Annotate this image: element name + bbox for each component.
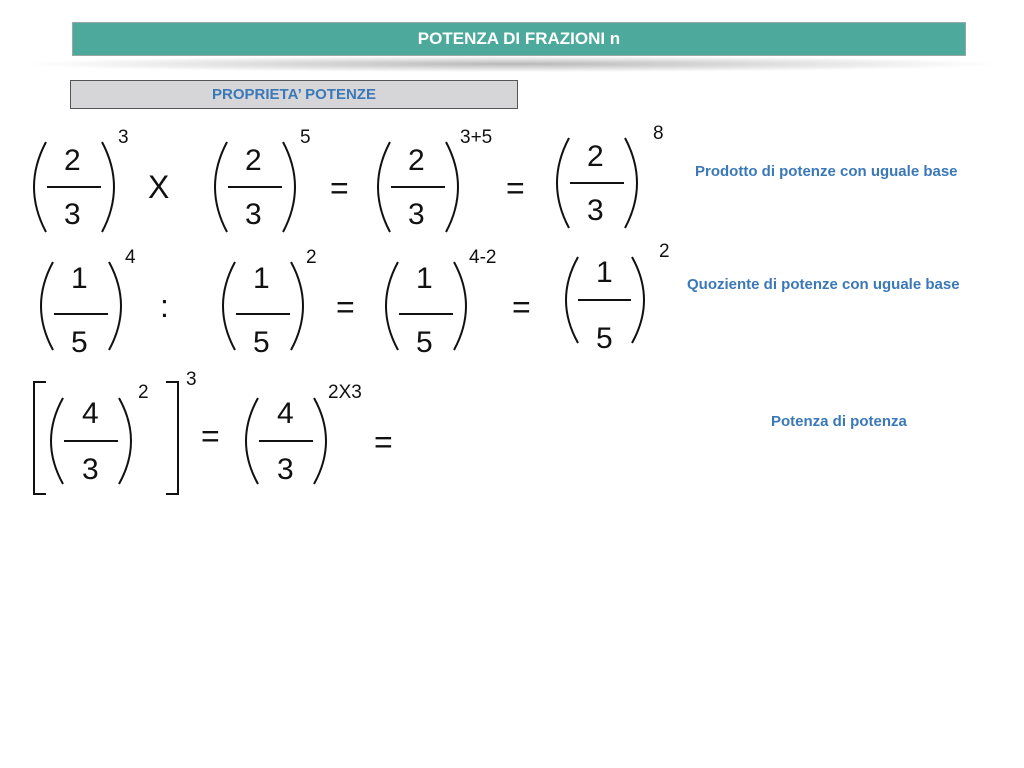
r1f1-denominator: 3 bbox=[64, 198, 81, 231]
r2f3-denominator: 5 bbox=[416, 326, 433, 359]
note-product-rule: Prodotto di potenze con uguale base bbox=[695, 163, 958, 180]
r1-multiply-sign: X bbox=[148, 169, 170, 205]
r1-equals-2: = bbox=[506, 170, 525, 206]
r1f4-exponent: 8 bbox=[653, 123, 664, 144]
r2-equals-2: = bbox=[512, 289, 531, 325]
r1f3-paren-left bbox=[378, 142, 390, 232]
r3-equals-2: = bbox=[374, 424, 393, 460]
r1f3-exponent: 3+5 bbox=[460, 127, 493, 148]
r3f1-paren-right bbox=[119, 398, 131, 484]
r2f4-denominator: 5 bbox=[596, 322, 613, 355]
r2f3-paren-left bbox=[386, 262, 398, 350]
r3f2-denominator: 3 bbox=[277, 453, 294, 486]
r2f3-paren-right bbox=[454, 262, 466, 350]
r2f1-denominator: 5 bbox=[71, 326, 88, 359]
r2f4-exponent: 2 bbox=[659, 241, 670, 262]
note-power-of-power: Potenza di potenza bbox=[771, 413, 907, 430]
r1f4-numerator: 2 bbox=[587, 140, 604, 173]
r2f1-paren-right bbox=[109, 262, 121, 350]
r1f1-numerator: 2 bbox=[64, 144, 81, 177]
r2f2-paren-right bbox=[291, 262, 303, 350]
r2f4-paren-right bbox=[632, 257, 644, 343]
r3-bracket-right bbox=[166, 382, 178, 494]
r2-equals-1: = bbox=[336, 289, 355, 325]
r3f1-exponent: 2 bbox=[138, 382, 149, 403]
r2f1-exponent: 4 bbox=[125, 247, 136, 268]
r2f1-numerator: 1 bbox=[71, 262, 88, 295]
r1f1-exponent: 3 bbox=[118, 127, 129, 148]
r2-divide-sign: : bbox=[160, 288, 169, 324]
r1f3-denominator: 3 bbox=[408, 198, 425, 231]
r3f1-paren-left bbox=[51, 398, 63, 484]
section-subtitle: PROPRIETA’ POTENZE bbox=[70, 80, 518, 109]
r2f3-numerator: 1 bbox=[416, 262, 433, 295]
r3-bracket-exponent: 3 bbox=[186, 369, 197, 390]
r1f2-numerator: 2 bbox=[245, 144, 262, 177]
r3f1-denominator: 3 bbox=[82, 453, 99, 486]
r3f1-numerator: 4 bbox=[82, 397, 99, 430]
r1f4-denominator: 3 bbox=[587, 194, 604, 227]
r3f2-paren-left bbox=[246, 398, 258, 484]
r1f2-denominator: 3 bbox=[245, 198, 262, 231]
r2f1-paren-left bbox=[41, 262, 53, 350]
r3-equals-1: = bbox=[201, 418, 220, 454]
r3f2-paren-right bbox=[314, 398, 326, 484]
r2f2-denominator: 5 bbox=[253, 326, 270, 359]
r2f4-paren-left bbox=[566, 257, 578, 343]
r1-equals-1: = bbox=[330, 170, 349, 206]
page-title: POTENZA DI FRAZIONI n bbox=[72, 22, 966, 56]
r3-bracket-left bbox=[34, 382, 46, 494]
r3f2-exponent: 2X3 bbox=[328, 382, 362, 403]
r1f4-paren-left bbox=[557, 138, 569, 228]
r1f3-paren-right bbox=[446, 142, 458, 232]
r1f1-paren-right bbox=[102, 142, 114, 232]
r1f3-numerator: 2 bbox=[408, 144, 425, 177]
r2f4-numerator: 1 bbox=[596, 256, 613, 289]
r2f3-exponent: 4-2 bbox=[469, 247, 497, 268]
r1f4-paren-right bbox=[625, 138, 637, 228]
note-quotient-rule: Quoziente di potenze con uguale base bbox=[687, 276, 960, 293]
r3f2-numerator: 4 bbox=[277, 397, 294, 430]
r1f2-exponent: 5 bbox=[300, 127, 311, 148]
r2f2-numerator: 1 bbox=[253, 262, 270, 295]
r1f2-paren-left bbox=[215, 142, 227, 232]
r2f2-paren-left bbox=[223, 262, 235, 350]
r2f2-exponent: 2 bbox=[306, 247, 317, 268]
r1f2-paren-right bbox=[283, 142, 295, 232]
r1f1-paren-left bbox=[34, 142, 46, 232]
